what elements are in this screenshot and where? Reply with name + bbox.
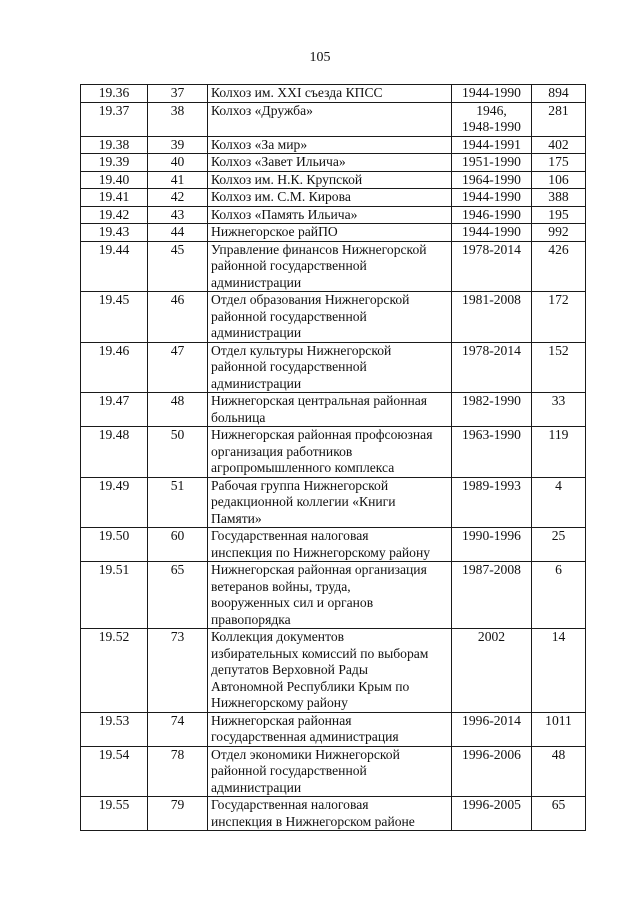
- file-count-cell: 25: [532, 528, 586, 562]
- fond-name-line: Колхоз им. XXI съезда КПСС: [211, 85, 383, 100]
- file-count-cell: 426: [532, 241, 586, 292]
- date-range-line: 1944-1991: [462, 136, 521, 152]
- date-range-cell: [452, 797, 532, 831]
- fond-name-cell: [208, 797, 452, 831]
- date-range-line: 1944-1990: [462, 224, 521, 239]
- fond-number-cell: 40: [148, 154, 208, 172]
- row-index-cell: 19.50: [81, 528, 148, 562]
- table-row: [81, 102, 586, 136]
- date-range-line: 1964-1990: [462, 171, 521, 187]
- fond-name-line: Колхоз им. Н.К. Крупской: [211, 171, 363, 187]
- file-count-cell: 1011: [532, 712, 586, 746]
- table-row: [81, 393, 586, 427]
- date-range-line: 1951-1990: [462, 154, 521, 169]
- fond-name-cell: [208, 189, 452, 207]
- table-row: [81, 797, 586, 831]
- fond-name-cell: [208, 629, 452, 713]
- fond-name-line: районной государственной: [211, 359, 367, 374]
- fond-name-cell: [208, 712, 452, 746]
- fond-name-line: Колхоз «Память Ильича»: [211, 206, 358, 222]
- fond-name-line: Автономной Республики Крым по: [211, 678, 410, 694]
- date-range-cell: [452, 427, 532, 478]
- table-row: [81, 427, 586, 478]
- row-index-cell: 19.39: [81, 154, 148, 172]
- fond-name-cell: [208, 528, 452, 562]
- fond-name-line: администрации: [211, 779, 302, 795]
- file-count-cell: 152: [532, 342, 586, 393]
- fond-number-cell: 43: [148, 206, 208, 224]
- fond-name-line: Колхоз им. С.М. Кирова: [211, 189, 351, 204]
- table-row: [81, 746, 586, 797]
- date-range-cell: [452, 746, 532, 797]
- fond-name-cell: [208, 154, 452, 172]
- fond-number-cell: 79: [148, 797, 208, 831]
- fond-name-cell: [208, 206, 452, 224]
- date-range-line: 1987-2008: [462, 562, 521, 577]
- table-row: [81, 292, 586, 343]
- fond-name-cell: [208, 477, 452, 528]
- table-row: [81, 154, 586, 172]
- fond-number-cell: 73: [148, 629, 208, 713]
- file-count-cell: 33: [532, 393, 586, 427]
- row-index-cell: 19.40: [81, 171, 148, 189]
- fond-name-line: администрации: [211, 325, 302, 340]
- fond-number-cell: 45: [148, 241, 208, 292]
- file-count-cell: 6: [532, 562, 586, 629]
- fond-name-line: администрации: [211, 375, 302, 391]
- fond-name-line: инспекция в Нижнегорском районе: [211, 813, 415, 829]
- file-count-cell: 388: [532, 189, 586, 207]
- fond-number-cell: 78: [148, 746, 208, 797]
- fond-name-line: Памяти»: [211, 510, 262, 526]
- fond-name-line: Нижнегорская районная: [211, 712, 352, 728]
- date-range-cell: [452, 712, 532, 746]
- date-range-cell: [452, 629, 532, 713]
- date-range-cell: [452, 477, 532, 528]
- page-number: 105: [309, 50, 331, 65]
- fond-number-cell: 51: [148, 477, 208, 528]
- table-row: [81, 241, 586, 292]
- fond-name-cell: [208, 85, 452, 103]
- date-range-line: 1982-1990: [462, 393, 521, 408]
- fond-number-cell: 65: [148, 562, 208, 629]
- fond-name-line: государственная администрация: [211, 729, 399, 744]
- fond-name-line: Коллекция документов: [211, 629, 345, 644]
- fond-name-line: Нижнегорскому району: [211, 695, 348, 710]
- file-count-cell: 172: [532, 292, 586, 343]
- fond-number-cell: 50: [148, 427, 208, 478]
- date-range-cell: [452, 136, 532, 154]
- table-row: [81, 629, 586, 713]
- file-count-cell: 281: [532, 102, 586, 136]
- fond-name-cell: [208, 746, 452, 797]
- date-range-line: 1989-1993: [462, 477, 521, 493]
- date-range-line: 1944-1990: [462, 189, 521, 204]
- table-row: [81, 477, 586, 528]
- date-range-cell: [452, 562, 532, 629]
- row-index-cell: 19.53: [81, 712, 148, 746]
- row-index-cell: 19.52: [81, 629, 148, 713]
- date-range-line: 1963-1990: [462, 427, 521, 442]
- fonds-table-body: [81, 85, 586, 831]
- date-range-line: 1981-2008: [462, 292, 521, 307]
- date-range-cell: [452, 206, 532, 224]
- fond-name-line: Нижнегорская районная организация: [211, 562, 427, 577]
- fond-name-line: районной государственной: [211, 763, 367, 778]
- date-range-cell: [452, 528, 532, 562]
- table-row: [81, 189, 586, 207]
- fond-name-line: Нижнегорская центральная районная: [211, 393, 428, 408]
- date-range-line: 1948-1990: [462, 119, 521, 134]
- table-row: [81, 342, 586, 393]
- row-index-cell: 19.37: [81, 102, 148, 136]
- fond-name-line: Колхоз «Дружба»: [211, 102, 313, 118]
- fond-name-line: ветеранов войны, труда,: [211, 578, 351, 594]
- fond-name-cell: [208, 241, 452, 292]
- fond-number-cell: 46: [148, 292, 208, 343]
- fond-name-line: Колхоз «За мир»: [211, 136, 308, 152]
- fond-name-line: редакционной коллегии «Книги: [211, 494, 396, 509]
- fond-name-line: инспекция по Нижнегорскому району: [211, 544, 431, 560]
- fond-number-cell: 37: [148, 85, 208, 103]
- date-range-cell: [452, 154, 532, 172]
- row-index-cell: 19.41: [81, 189, 148, 207]
- fonds-table: [80, 84, 586, 831]
- file-count-cell: 894: [532, 85, 586, 103]
- fond-number-cell: 44: [148, 224, 208, 242]
- date-range-cell: [452, 189, 532, 207]
- date-range-line: 1978-2014: [462, 342, 521, 358]
- date-range-line: 1946,: [476, 102, 507, 118]
- date-range-cell: [452, 342, 532, 393]
- fond-name-cell: [208, 562, 452, 629]
- table-row: [81, 562, 586, 629]
- fond-name-line: Отдел культуры Нижнегорской: [211, 342, 392, 358]
- fond-name-line: Рабочая группа Нижнегорской: [211, 477, 389, 493]
- fond-name-cell: [208, 342, 452, 393]
- fond-number-cell: 60: [148, 528, 208, 562]
- row-index-cell: 19.54: [81, 746, 148, 797]
- fond-number-cell: 48: [148, 393, 208, 427]
- fond-name-cell: [208, 224, 452, 242]
- date-range-cell: [452, 393, 532, 427]
- fond-name-line: правопорядка: [211, 611, 291, 627]
- row-index-cell: 19.45: [81, 292, 148, 343]
- fond-name-line: администрации: [211, 274, 302, 290]
- table-row: [81, 171, 586, 189]
- row-index-cell: 19.38: [81, 136, 148, 154]
- fond-name-line: районной государственной: [211, 308, 367, 324]
- fond-name-line: Нижнегорская районная профсоюзная: [211, 427, 433, 442]
- fond-name-line: Управление финансов Нижнегорской: [211, 241, 427, 257]
- fond-name-cell: [208, 292, 452, 343]
- row-index-cell: 19.49: [81, 477, 148, 528]
- fond-number-cell: 38: [148, 102, 208, 136]
- date-range-cell: [452, 224, 532, 242]
- file-count-cell: 4: [532, 477, 586, 528]
- file-count-cell: 195: [532, 206, 586, 224]
- fond-name-cell: [208, 136, 452, 154]
- fond-name-cell: [208, 427, 452, 478]
- fond-name-line: избирательных комиссий по выборам: [211, 645, 429, 661]
- fond-name-line: депутатов Верховной Рады: [211, 662, 368, 677]
- table-row: [81, 136, 586, 154]
- fond-name-line: организация работников: [211, 443, 353, 459]
- date-range-line: 1996-2014: [462, 712, 521, 728]
- fond-name-cell: [208, 171, 452, 189]
- fond-name-line: Отдел экономики Нижнегорской: [211, 746, 400, 762]
- fond-name-line: больница: [211, 409, 266, 425]
- fond-name-line: Отдел образования Нижнегорской: [211, 292, 410, 307]
- row-index-cell: 19.36: [81, 85, 148, 103]
- fond-number-cell: 74: [148, 712, 208, 746]
- date-range-cell: [452, 171, 532, 189]
- date-range-line: 1996-2006: [462, 746, 521, 762]
- date-range-cell: [452, 292, 532, 343]
- fond-name-line: Государственная налоговая: [211, 797, 369, 812]
- file-count-cell: 106: [532, 171, 586, 189]
- file-count-cell: 65: [532, 797, 586, 831]
- date-range-cell: [452, 241, 532, 292]
- fond-name-line: вооруженных сил и органов: [211, 595, 374, 610]
- fond-name-cell: [208, 393, 452, 427]
- row-index-cell: 19.43: [81, 224, 148, 242]
- fond-name-line: агропромышленного комплекса: [211, 460, 395, 475]
- file-count-cell: 402: [532, 136, 586, 154]
- row-index-cell: 19.44: [81, 241, 148, 292]
- date-range-line: 1990-1996: [462, 528, 521, 543]
- table-row: [81, 712, 586, 746]
- fond-number-cell: 47: [148, 342, 208, 393]
- table-row: [81, 528, 586, 562]
- date-range-cell: [452, 85, 532, 103]
- file-count-cell: 14: [532, 629, 586, 713]
- date-range-line: 2002: [477, 629, 506, 644]
- fond-number-cell: 42: [148, 189, 208, 207]
- fond-name-line: районной государственной: [211, 258, 367, 273]
- table-row: [81, 85, 586, 103]
- date-range-line: 1946-1990: [462, 206, 521, 222]
- row-index-cell: 19.47: [81, 393, 148, 427]
- row-index-cell: 19.48: [81, 427, 148, 478]
- file-count-cell: 175: [532, 154, 586, 172]
- date-range-line: 1944-1990: [462, 85, 521, 100]
- file-count-cell: 48: [532, 746, 586, 797]
- fond-number-cell: 41: [148, 171, 208, 189]
- file-count-cell: 119: [532, 427, 586, 478]
- fond-name-line: Колхоз «Завет Ильича»: [211, 154, 346, 169]
- row-index-cell: 19.42: [81, 206, 148, 224]
- fond-number-cell: 39: [148, 136, 208, 154]
- file-count-cell: 992: [532, 224, 586, 242]
- table-row: [81, 206, 586, 224]
- date-range-line: 1996-2005: [462, 797, 521, 812]
- fond-name-line: Государственная налоговая: [211, 528, 369, 543]
- row-index-cell: 19.55: [81, 797, 148, 831]
- row-index-cell: 19.51: [81, 562, 148, 629]
- row-index-cell: 19.46: [81, 342, 148, 393]
- fond-name-cell: [208, 102, 452, 136]
- table-row: [81, 224, 586, 242]
- fond-name-line: Нижнегорское райПО: [211, 224, 338, 239]
- date-range-line: 1978-2014: [462, 241, 521, 257]
- date-range-cell: [452, 102, 532, 136]
